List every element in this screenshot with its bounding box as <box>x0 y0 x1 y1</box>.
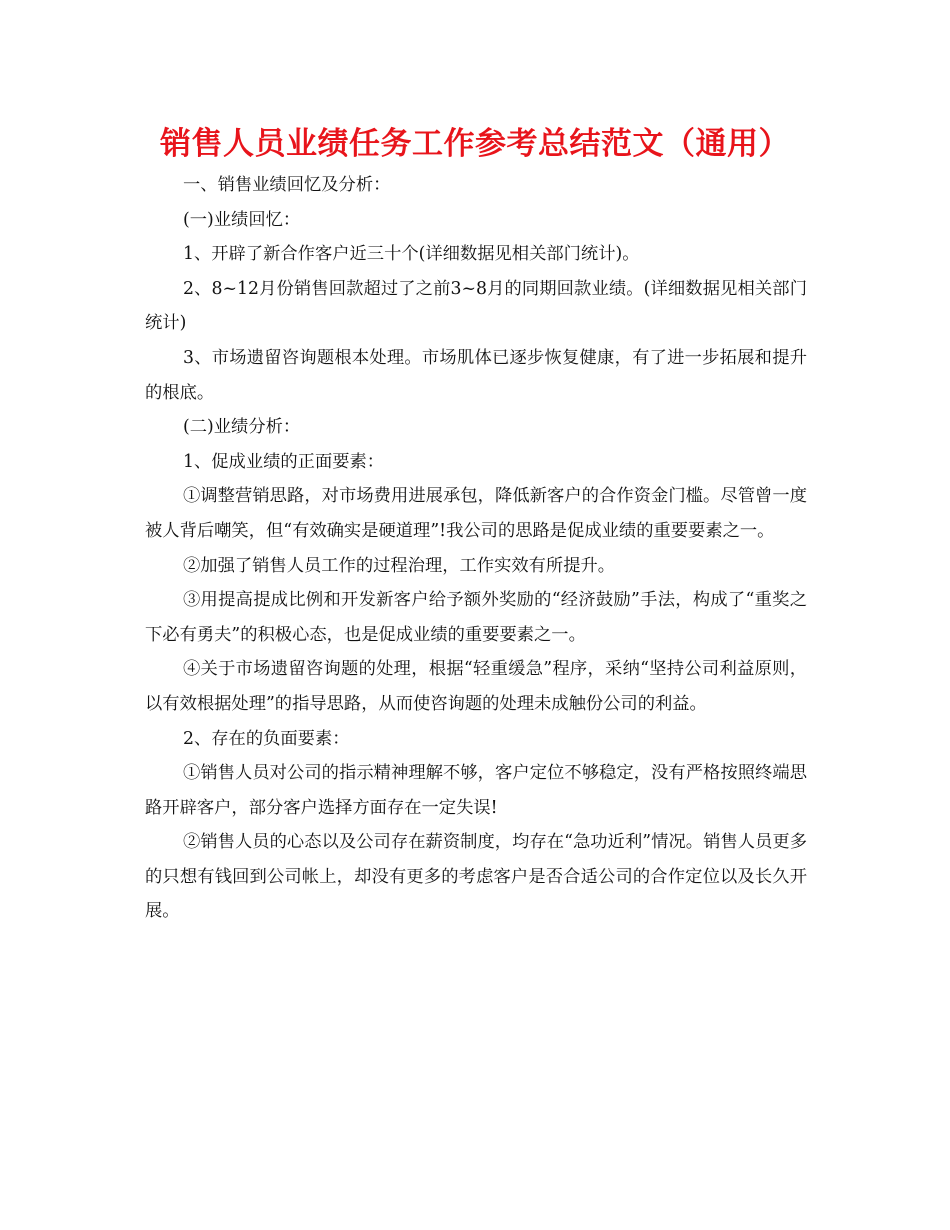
subsection-heading-analysis: (二)业绩分析： <box>183 417 301 438</box>
paragraph-negative-1: ①销售人员对公司的指示精神理解不够，客户定位不够稳定，没有严格按照终端思路开辟客户，部分客户选择方面存在一定失误! <box>145 763 807 818</box>
list-heading-positive: 1、促成业绩的正面要素： <box>183 451 385 472</box>
section-heading-1: 一、销售业绩回忆及分析： <box>183 175 391 195</box>
document-title: 销售人员业绩任务工作参考总结范文（通用） <box>160 126 790 162</box>
paragraph-negative-2: ②销售人员的心态以及公司存在薪资制度，均存在“急功近利”情况。销售人员更多的只想有钱回到公司帐上，却没有更多的考虑客户是否合适公司的合作定位以及长久开展。 <box>145 832 807 922</box>
paragraph-positive-4: ④关于市场遗留咨询题的处理，根据“轻重缓急”程序，采纳“坚持公司利益原则，以有效根据处理”的指导思路，从而使咨询题的处理未成触份公司的利益。 <box>145 659 807 714</box>
paragraph-positive-1: ①调整营销思路，对市场费用进展承包，降低新客户的合作资金门槛。尽管曾一度被人背后嘲笑，但“有效确实是硬道理”!我公司的思路是促成业绩的重要要素之一。 <box>145 486 807 541</box>
subsection-heading-review: (一)业绩回忆： <box>183 209 301 230</box>
document-body <box>145 168 807 929</box>
list-heading-negative: 2、存在的负面要素： <box>183 728 350 749</box>
paragraph-review-2: 2、8~12月份销售回款超过了之前3~8月的同期回款业绩。(详细数据见相关部门统计) <box>145 278 807 334</box>
paragraph-review-1: 1、开辟了新合作客户近三十个(详细数据见相关部门统计)。 <box>183 244 640 265</box>
paragraph-review-3: 3、市场遗留咨询题根本处理。市场肌体已逐步恢复健康，有了进一步拓展和提升的根底。 <box>145 347 807 403</box>
paragraph-positive-2: ②加强了销售人员工作的过程治理，工作实效有所提升。 <box>183 555 616 576</box>
paragraph-positive-3: ③用提高提成比例和开发新客户给予额外奖励的“经济鼓励”手法，构成了“重奖之下必有勇夫”的积极心态，也是促成业绩的重要要素之一。 <box>145 590 807 645</box>
